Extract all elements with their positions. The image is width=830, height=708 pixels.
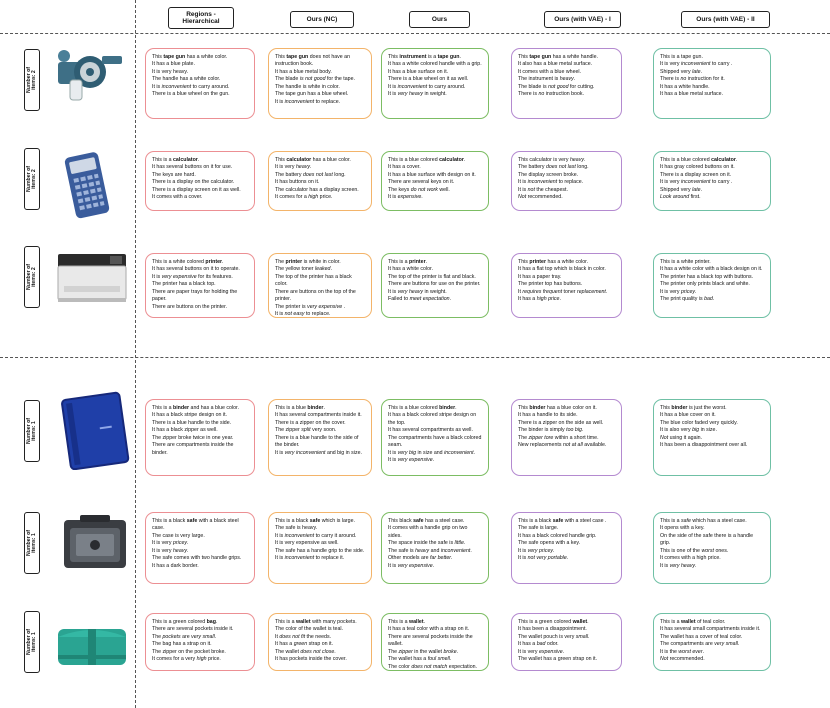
description-line: Not recommended. <box>518 194 563 201</box>
description-line: The wallet has a green strap on it. <box>518 656 598 663</box>
description-line: It comes with a cover. <box>152 194 203 201</box>
description-line: The yellow toner leaked. <box>275 266 332 273</box>
description-box-safe-col2 <box>268 512 372 584</box>
description-line: It has been a disappointment. <box>518 626 587 633</box>
description-line: Not recommended. <box>660 656 705 663</box>
description-line: This is a green colored wallet. <box>518 619 589 625</box>
description-line: There is no instruction for it. <box>660 76 725 83</box>
description-line: There are buttons for use on the printer. <box>388 281 481 288</box>
row-label-1: Number of items: 2 <box>24 49 40 111</box>
description-box-binder-col3 <box>381 399 489 476</box>
description-line: This is a black safe which is large. <box>275 518 355 524</box>
description-line: The blade is not good for cutting. <box>518 83 595 90</box>
description-line: This is a wallet with many pockets. <box>275 619 357 625</box>
description-box-tape-gun-col5 <box>653 48 771 119</box>
description-line: The safe is heavy and inconvenient. <box>388 547 472 554</box>
description-line: It has a bad odor. <box>518 641 559 648</box>
description-line: This is a wallet of teal color. <box>660 619 726 625</box>
description-line: This is a blue colored binder. <box>388 405 457 411</box>
description-line: It has pockets inside the cover. <box>275 656 347 663</box>
description-line: There are compartments inside the binder. <box>152 442 234 456</box>
description-box-tape-gun-col3 <box>381 48 489 119</box>
description-line: It has a white color. <box>388 266 433 273</box>
description-box-calculator-col3 <box>381 151 489 211</box>
description-line: It is very heavy. <box>152 68 189 75</box>
description-line: It is very expensive as well. <box>275 540 339 547</box>
description-line: The handle is white in color. <box>275 83 340 90</box>
description-line: There is a zipper on the side as well. <box>518 419 604 426</box>
description-line: It is expensive. <box>388 194 423 201</box>
description-line: This is one of the worst ones. <box>660 547 729 554</box>
description-line: The battery does not last long. <box>275 171 346 178</box>
description-line: It comes for a very high price. <box>152 656 221 663</box>
description-line: It is inconvenient to replace. <box>275 98 341 105</box>
description-line: This tape gun has a white handle. <box>518 54 598 60</box>
description-line: The keys do not work well. <box>388 186 450 193</box>
description-line: It is very inconvenient to carry . <box>660 61 733 68</box>
description-line: There is a blue wheel on it as well. <box>388 76 469 83</box>
description-line: It has a black colored handle grip. <box>518 532 597 539</box>
description-line: There are several pockets inside the wallet. <box>388 633 473 648</box>
description-line: This black safe has a steel case. <box>388 518 465 524</box>
description-line: It has buttons on it. <box>275 179 320 186</box>
description-line: It is very heavy in weight. <box>388 288 447 295</box>
description-line: It has a cover. <box>388 164 421 171</box>
description-line: It is very heavy. <box>275 164 312 171</box>
description-line: It has a blue metal surface. <box>660 91 724 98</box>
description-line: This binder has a blue color on it. <box>518 405 597 411</box>
description-line: The pockets are very small. <box>152 633 217 640</box>
description-box-printer-col5 <box>653 253 771 318</box>
description-line: It has a white color with a black design on it. <box>660 266 763 273</box>
description-line: This is a blue colored calculator. <box>388 157 466 163</box>
description-line: It opens with a key. <box>660 525 705 532</box>
description-line: The top of the printer has a black color. <box>275 273 352 288</box>
description-line: This is a black safe with a steel case . <box>518 518 607 524</box>
description-line: The zipper broke twice in one year. <box>152 434 234 441</box>
description-line: This calculator is very heavy. <box>518 157 586 163</box>
description-line: Other models are far better. <box>388 555 453 562</box>
description-line: There is no instruction book. <box>518 91 584 98</box>
description-line: It is not easy to replace. <box>275 311 331 318</box>
binder-image <box>58 390 132 470</box>
description-line: There is a blue wheel on the gun. <box>152 91 230 98</box>
description-line: The tape gun has a blue wheel. <box>275 91 349 98</box>
description-line: The safe is large. <box>518 525 559 532</box>
description-box-wallet-col1 <box>145 613 255 671</box>
description-line: The binder is simply too big. <box>518 427 584 434</box>
description-line: This is a calculator. <box>152 157 200 163</box>
description-box-tape-gun-col1 <box>145 48 255 119</box>
description-box-tape-gun-col2 <box>268 48 372 119</box>
description-line: It comes for a high price. <box>275 194 333 201</box>
description-line: It has a black colored stripe design on the top. <box>388 412 477 426</box>
description-box-safe-col5 <box>653 512 771 584</box>
row-label-2: Number of items: 2 <box>24 148 40 210</box>
description-line: It has a handle to its side. <box>518 412 578 419</box>
description-line: This is a tape gun. <box>660 54 703 60</box>
description-box-binder-col1 <box>145 399 255 476</box>
description-line: It is inconvenient to replace it. <box>275 555 345 562</box>
description-line: New replacements not at all available. <box>518 442 607 449</box>
description-line: It requires frequent toner replacement. <box>518 288 608 295</box>
description-line: It comes with a handle grip on two sides. <box>388 525 468 539</box>
description-line: The top of the printer is flat and black. <box>388 273 476 280</box>
description-line: This is a green colored bag. <box>152 619 218 625</box>
description-box-safe-col4 <box>511 512 622 584</box>
description-line: Shipped very late. <box>660 68 703 75</box>
description-line: There are buttons on the top of the printer. <box>275 288 356 303</box>
description-line: It comes with a blue wheel. <box>518 68 582 75</box>
description-line: It is also very big in size. <box>660 427 717 434</box>
description-box-calculator-col1 <box>145 151 255 211</box>
description-line: It has a blue plate. <box>152 61 195 68</box>
description-box-calculator-col4 <box>511 151 622 211</box>
description-line: It has a blue surface on it. <box>388 68 449 75</box>
description-line: The compartments are very small. <box>660 641 740 648</box>
description-box-wallet-col3 <box>381 613 489 671</box>
description-line: Failed to meet expectation. <box>388 296 452 303</box>
description-line: Look around first. <box>660 194 701 201</box>
description-line: There is a display screen on it. <box>660 171 732 178</box>
description-line: There are buttons on the printer. <box>152 303 228 310</box>
description-box-wallet-col2 <box>268 613 372 671</box>
description-box-calculator-col2 <box>268 151 372 211</box>
description-line: It has a black stripe design on it. <box>152 412 227 419</box>
description-line: On the side of the safe there is a handle grip. <box>660 532 754 547</box>
description-line: It has several buttons on it to operate. <box>152 266 240 273</box>
description-line: The printer top has buttons. <box>518 281 583 288</box>
description-line: The safe is heavy. <box>275 525 318 532</box>
description-line: The wallet has a foul smell. <box>388 656 452 663</box>
description-line: The calculator has a display screen. <box>275 186 359 193</box>
description-line: It is very expensive. <box>388 562 435 569</box>
description-line: There are paper trays for holding the paper. <box>152 288 238 303</box>
description-box-wallet-col4 <box>511 613 622 671</box>
description-line: It is very expensive. <box>388 457 435 464</box>
description-line: The display screen broke. <box>518 171 579 178</box>
description-line: It is very inconvenient to carry . <box>660 179 733 186</box>
description-line: This is a safe which has a steel case. <box>660 518 747 524</box>
description-line: This is a printer. <box>388 259 428 265</box>
description-line: It is inconvenient to carry it around. <box>275 532 357 539</box>
description-box-binder-col5 <box>653 399 771 476</box>
row-label-3: Number of items: 2 <box>24 246 40 308</box>
description-line: This is a binder and has a blue color. <box>152 405 239 411</box>
column-header-1: Regions - Hierarchical <box>168 7 234 29</box>
column-header-5: Ours (with VAE) - II <box>681 11 770 28</box>
tape-gun-image <box>50 42 130 104</box>
description-line: This tape gun has a white color. <box>152 54 228 60</box>
description-line: The keys are hard. <box>152 171 196 178</box>
description-line: It has a blue cover on it. <box>660 412 716 419</box>
description-line: It has a flat top which is black in color. <box>518 266 606 273</box>
description-line: It has a paper tray. <box>518 273 562 280</box>
description-line: There is a blue handle to the side of the binder. <box>275 434 359 449</box>
description-line: It is very pricey. <box>518 547 555 554</box>
description-line: There are several pockets inside it. <box>152 626 234 633</box>
description-line: There is a display screen on it as well. <box>152 186 241 193</box>
vertical-divider <box>135 0 136 708</box>
description-line: This is a black safe with a black steel case. <box>152 518 239 532</box>
description-line: The zipper in the wallet broke. <box>388 648 459 655</box>
description-line: It has a black zipper as well. <box>152 427 218 434</box>
description-line: It is not very portable. <box>518 555 569 562</box>
row-label-6: Number of items: 1 <box>24 611 40 673</box>
description-line: The battery does not last long. <box>518 164 589 171</box>
column-header-2: Ours (NC) <box>290 11 354 28</box>
description-line: It has several compartments inside it. <box>275 412 362 419</box>
description-line: The instrument is heavy. <box>518 76 576 83</box>
column-header-4: Ours (with VAE) - I <box>544 11 621 28</box>
description-line: It has several small compartments inside it. <box>660 626 761 633</box>
description-box-safe-col1 <box>145 512 255 584</box>
description-box-safe-col3 <box>381 512 489 584</box>
description-line: The color does not match expectation. <box>388 663 478 670</box>
description-line: There are several keys on it. <box>388 179 455 186</box>
description-line: It also has a blue metal surface. <box>518 61 593 68</box>
description-line: The zipper split very soon. <box>275 427 337 434</box>
description-line: The printer has a black top with buttons. <box>660 273 754 280</box>
calculator-image <box>60 150 116 220</box>
description-line: The printer is very expensive . <box>275 303 346 310</box>
description-line: It has a white colored handle with a grip. <box>388 61 482 68</box>
description-line: It is the worst ever. <box>660 648 705 655</box>
description-line: It is very heavy. <box>152 547 189 554</box>
description-line: It is inconvenient to replace. <box>518 179 584 186</box>
description-line: This is a white printer. <box>660 259 711 265</box>
description-box-binder-col4 <box>511 399 622 476</box>
description-line: It has a dark border. <box>152 562 199 569</box>
description-line: The bag has a strap on it. <box>152 641 212 648</box>
description-line: It is not the cheapest. <box>518 186 568 193</box>
description-line: The blade is not good for the tape. <box>275 76 355 83</box>
description-line: The color of the wallet is teal. <box>275 626 343 633</box>
description-line: The wallet pouch is very small. <box>518 633 590 640</box>
description-line: It is very pricey. <box>152 540 189 547</box>
description-line: The compartments have a black colored seam. <box>388 434 482 449</box>
description-line: It is inconvenient to carry around. <box>152 83 230 90</box>
description-line: It has a high price. <box>518 296 561 303</box>
description-line: It is very pricey. <box>660 288 697 295</box>
description-box-printer-col3 <box>381 253 489 318</box>
description-line: This instrument is a tape gun. <box>388 54 461 60</box>
description-line: The printer only prints black and white. <box>660 281 750 288</box>
description-line: It has several buttons on it for use. <box>152 164 233 171</box>
description-line: The wallet has a cover of teal color. <box>660 633 743 640</box>
description-line: Not using it again. <box>660 434 703 441</box>
description-line: There is a blue handle to the side. <box>152 419 232 426</box>
description-line: The printer is white in color. <box>275 259 341 265</box>
description-box-printer-col4 <box>511 253 622 318</box>
description-line: The safe has a handle grip to the side. <box>275 547 365 554</box>
description-line: There is a zipper on the cover. <box>275 419 346 426</box>
description-box-printer-col1 <box>145 253 255 318</box>
horizontal-divider-middle <box>0 357 830 358</box>
description-line: The safe comes with two handle grips. <box>152 555 242 562</box>
description-line: This is a blue binder. <box>275 405 325 411</box>
description-box-calculator-col5 <box>653 151 771 211</box>
description-line: It has been a disappointment over all. <box>660 442 748 449</box>
description-line: It is very expensive for its features. <box>152 273 233 280</box>
description-line: It is very heavy in weight. <box>388 91 447 98</box>
description-line: It is inconvenient to carry around. <box>388 83 466 90</box>
description-line: The blue color faded very quickly. <box>660 419 738 426</box>
description-line: This binder is just the worst. <box>660 405 727 411</box>
description-line: It is very inconvenient and big in size. <box>275 449 362 456</box>
safe-image <box>60 512 130 572</box>
description-line: The print quality is bad. <box>660 296 715 303</box>
description-line: This is a wallet. <box>388 619 426 625</box>
description-box-tape-gun-col4 <box>511 48 622 119</box>
description-line: The case is very large. <box>152 532 205 539</box>
description-box-wallet-col5 <box>653 613 771 671</box>
description-line: It is very big in size and inconvenient. <box>388 449 476 456</box>
description-line: It has a green strap on it. <box>275 641 334 648</box>
description-line: The space inside the safe is little. <box>388 540 466 547</box>
description-line: This is a blue colored calculator. <box>660 157 738 163</box>
description-line: It has a blue surface with design on it. <box>388 171 476 178</box>
description-line: This tape gun does not have an instruction book. <box>275 54 351 68</box>
description-line: The handle has a white color. <box>152 76 221 83</box>
description-line: It has a white handle. <box>660 83 710 90</box>
description-line: It has several compartments as well. <box>388 427 473 434</box>
description-line: This printer has a white color. <box>518 259 589 265</box>
horizontal-divider-top <box>0 33 830 34</box>
description-line: The zipper on the pocket broke. <box>152 648 226 655</box>
description-line: Shipped very late. <box>660 186 703 193</box>
printer-image <box>54 250 130 306</box>
description-line: The printer has a black top. <box>152 281 216 288</box>
description-line: The wallet does not close. <box>275 648 336 655</box>
column-header-3: Ours <box>409 11 470 28</box>
description-line: It has gray colored buttons on it. <box>660 164 735 171</box>
description-line: It has a blue metal body. <box>275 68 332 75</box>
wallet-image <box>54 615 130 675</box>
description-line: It is very expensive. <box>518 648 565 655</box>
description-line: There is a display on the calculator. <box>152 179 235 186</box>
description-line: It is very heavy. <box>660 562 697 569</box>
description-box-printer-col2 <box>268 253 372 318</box>
description-line: It comes with a high price. <box>660 555 721 562</box>
row-label-5: Number of items: 1 <box>24 512 40 574</box>
description-line: It has a teal color with a strap on it. <box>388 626 470 633</box>
description-line: It does not fit the needs. <box>275 633 332 640</box>
description-line: The safe opens with a key. <box>518 540 581 547</box>
description-line: This is a white colored printer. <box>152 259 224 265</box>
row-label-4: Number of items: 1 <box>24 400 40 462</box>
description-box-binder-col2 <box>268 399 372 476</box>
description-line: This calculator has a blue color. <box>275 157 351 163</box>
description-line: The zipper tore within a short time. <box>518 434 599 441</box>
